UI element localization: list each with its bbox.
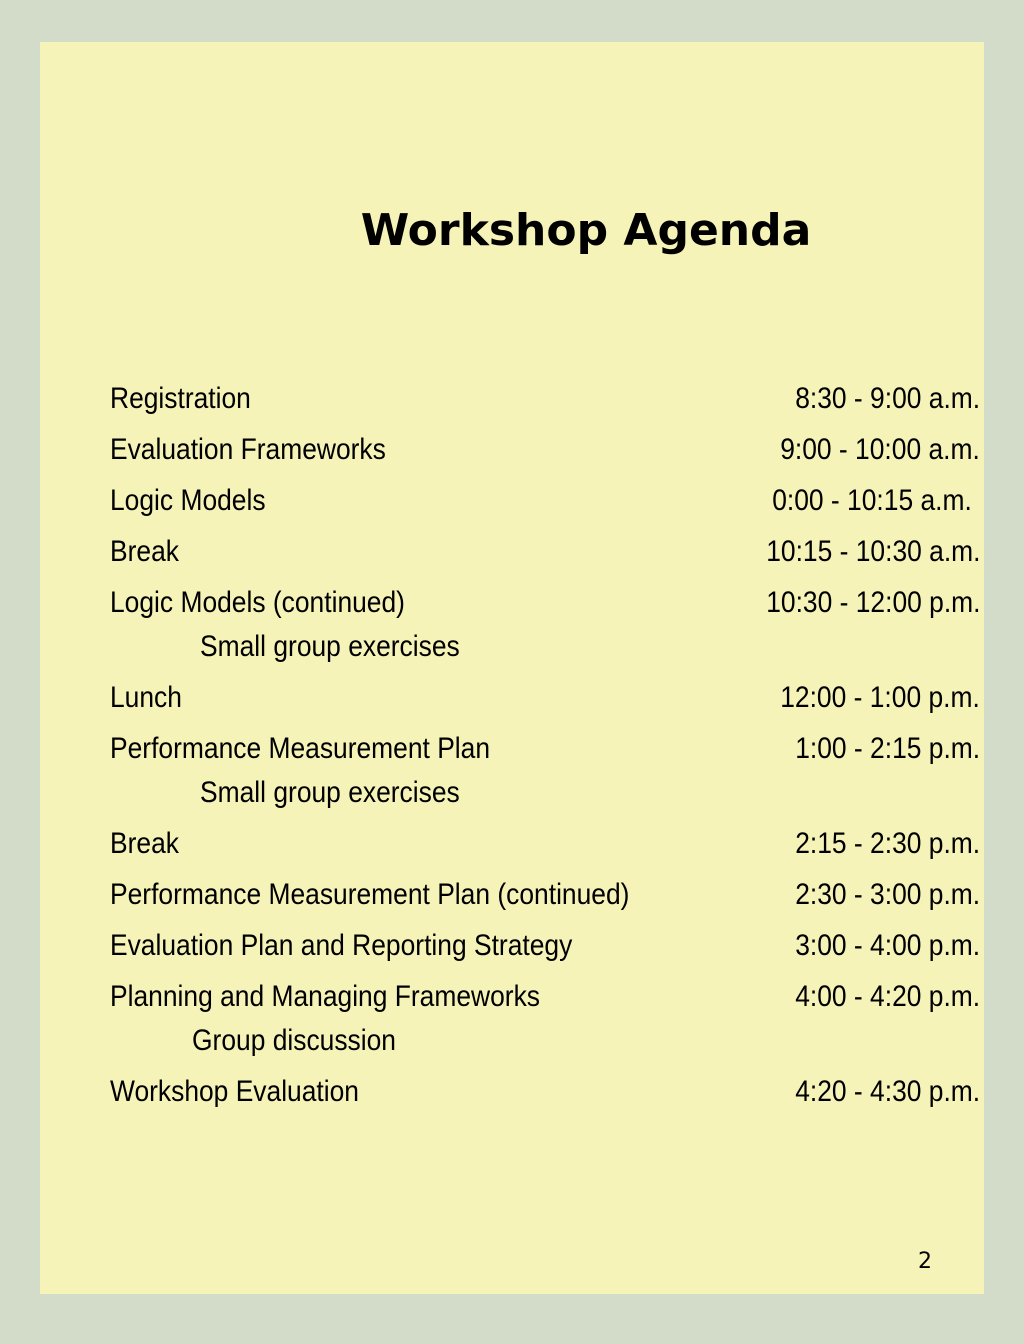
agenda-time: 8:30 - 9:00 a.m. [795, 382, 980, 415]
agenda-time: 10:30 - 12:00 p.m. [765, 586, 980, 619]
agenda-row-lunch [110, 677, 980, 728]
page-title: Workshop Agenda [360, 205, 812, 256]
agenda-item: Evaluation Plan and Reporting Strategy [110, 929, 573, 962]
agenda-row-evaluation-frameworks [110, 429, 980, 480]
page-number: 2 [918, 1249, 932, 1274]
agenda-time: 3:00 - 4:00 p.m. [795, 929, 980, 962]
agenda-item: Logic Models [110, 484, 266, 517]
agenda-row-break-morning [110, 531, 980, 582]
agenda-item: Break [110, 827, 179, 860]
agenda-item: Registration [110, 382, 251, 415]
agenda-item: Planning and Managing Frameworks [110, 980, 540, 1013]
agenda-row-break-afternoon [110, 823, 980, 874]
agenda-list [110, 378, 980, 1122]
agenda-time: 0:00 - 10:15 a.m. [772, 484, 972, 517]
agenda-time: 4:20 - 4:30 p.m. [795, 1075, 980, 1108]
agenda-subitem: Small group exercises [200, 630, 460, 663]
agenda-time: 2:30 - 3:00 p.m. [795, 878, 980, 911]
agenda-subitem: Small group exercises [200, 776, 460, 809]
agenda-time: 9:00 - 10:00 a.m. [780, 433, 980, 466]
agenda-row-workshop-evaluation [110, 1071, 980, 1122]
agenda-item: Performance Measurement Plan (continued) [110, 878, 630, 911]
agenda-item: Workshop Evaluation [110, 1075, 359, 1108]
agenda-time: 12:00 - 1:00 p.m. [780, 681, 980, 714]
agenda-row-evaluation-plan [110, 925, 980, 976]
agenda-row-performance-measurement-plan [110, 728, 980, 823]
agenda-time: 1:00 - 2:15 p.m. [795, 732, 980, 765]
agenda-time: 2:15 - 2:30 p.m. [795, 827, 980, 860]
agenda-row-logic-models-continued [110, 582, 980, 677]
slide [40, 42, 984, 1294]
agenda-item: Break [110, 535, 179, 568]
agenda-item: Logic Models (continued) [110, 586, 405, 619]
agenda-time: 10:15 - 10:30 a.m. [765, 535, 980, 568]
agenda-row-registration [110, 378, 980, 429]
agenda-row-performance-measurement-plan-continued [110, 874, 980, 925]
agenda-item: Performance Measurement Plan [110, 732, 491, 765]
agenda-row-planning-managing-frameworks [110, 976, 980, 1071]
agenda-time: 4:00 - 4:20 p.m. [795, 980, 980, 1013]
agenda-item: Evaluation Frameworks [110, 433, 386, 466]
agenda-item: Lunch [110, 681, 182, 714]
agenda-row-logic-models [110, 480, 980, 531]
agenda-subitem: Group discussion [192, 1024, 396, 1057]
